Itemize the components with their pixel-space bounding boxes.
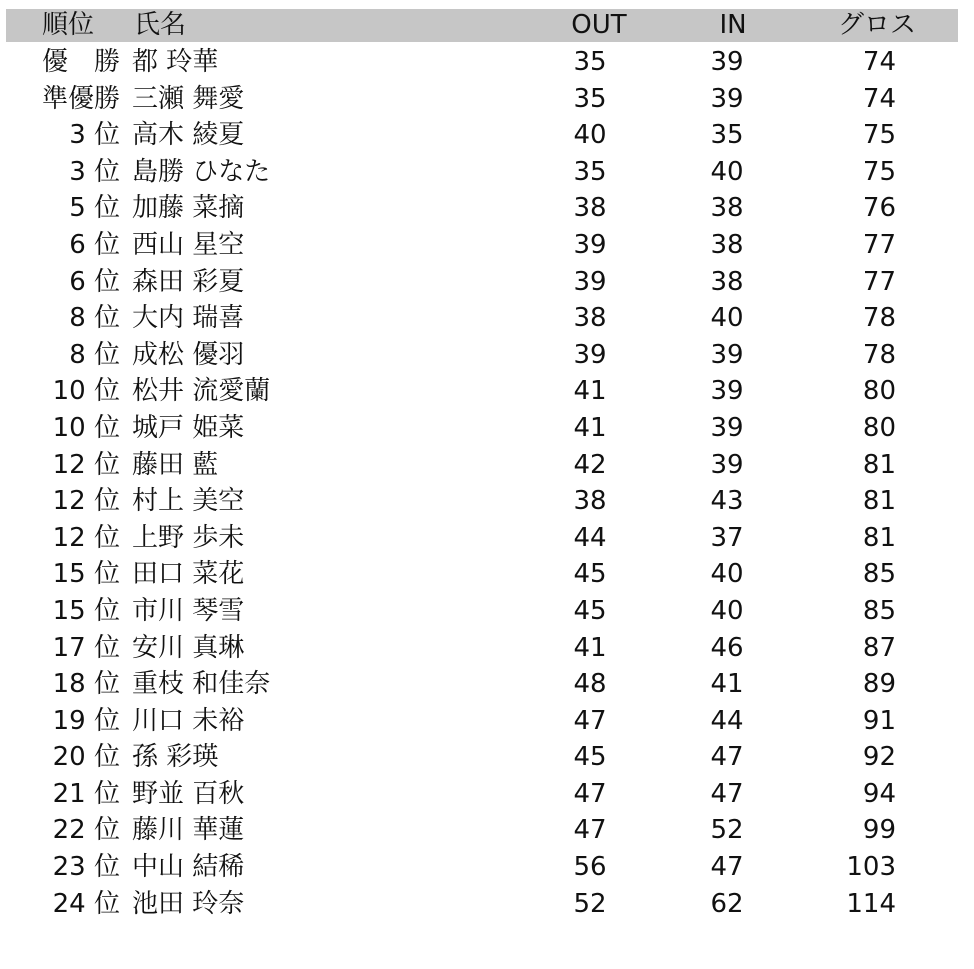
table-header [6,9,958,42]
in-cell: 35 [710,120,744,151]
in-cell: 37 [710,522,744,553]
rank-cell: 18 位 [52,669,120,700]
name-cell: 藤田 藍 [132,449,219,480]
table-row [0,483,974,520]
rank-cell: 8 位 [69,303,120,334]
rank-cell: 23 位 [52,852,120,883]
rank-cell: 20 位 [52,742,120,773]
in-cell: 41 [710,669,744,700]
out-cell: 47 [573,815,607,846]
table-row [0,337,974,374]
gross-cell: 99 [862,815,896,846]
name-cell: 田口 菜花 [132,559,245,590]
rank-cell: 6 位 [69,229,120,260]
table-row [0,703,974,740]
rank-cell: 12 位 [52,522,120,553]
out-cell: 41 [573,376,607,407]
rank-cell: 17 位 [52,632,120,663]
table-row [0,630,974,667]
out-cell: 45 [573,742,607,773]
gross-cell: 85 [862,595,896,626]
gross-cell: 89 [862,669,896,700]
gross-cell: 77 [862,266,896,297]
table-row [0,812,974,849]
out-cell: 48 [573,669,607,700]
name-cell: 高木 綾夏 [132,120,245,151]
gross-cell: 76 [862,193,896,224]
out-cell: 39 [573,339,607,370]
in-cell: 39 [710,339,744,370]
out-cell: 39 [573,229,607,260]
in-cell: 40 [710,303,744,334]
name-cell: 松井 流愛蘭 [132,376,271,407]
table-body [0,44,974,922]
gross-cell: 81 [862,522,896,553]
gross-cell: 94 [862,778,896,809]
table-row [0,666,974,703]
rank-cell: 10 位 [52,412,120,443]
table-row [0,300,974,337]
table-row [0,776,974,813]
name-cell: 藤川 華蓮 [132,815,245,846]
table-row [0,886,974,923]
rank-cell: 24 位 [52,888,120,919]
table-row [0,227,974,264]
table-row [0,849,974,886]
name-cell: 上野 歩未 [132,522,245,553]
out-cell: 45 [573,559,607,590]
table-row [0,593,974,630]
gross-cell: 74 [862,47,896,77]
in-cell: 39 [710,47,744,77]
name-cell: 川口 未裕 [132,705,245,736]
in-cell: 39 [710,449,744,480]
in-cell: 39 [710,376,744,407]
out-cell: 47 [573,705,607,736]
table-row [0,739,974,776]
in-cell: 40 [710,595,744,626]
gross-cell: 92 [862,742,896,773]
out-cell: 44 [573,522,607,553]
in-cell: 52 [710,815,744,846]
gross-cell: 74 [862,83,896,114]
table-row [0,373,974,410]
out-cell: 35 [573,47,607,77]
rank-cell: 準優勝 [41,83,120,114]
gross-cell: 75 [862,120,896,151]
name-cell: 市川 琴雪 [132,595,245,626]
name-cell: 野並 百秋 [132,778,245,809]
rank-cell: 21 位 [52,778,120,809]
rank-cell: 3 位 [69,156,120,187]
in-cell: 46 [710,632,744,663]
gross-cell: 85 [862,559,896,590]
out-cell: 45 [573,595,607,626]
name-cell: 加藤 菜摘 [132,193,245,224]
header-rank: 順位 [42,10,95,40]
name-cell: 島勝 ひなた [132,156,271,187]
name-cell: 池田 玲奈 [132,888,245,919]
name-cell: 城戸 姫菜 [132,412,245,443]
header-out: OUT [571,10,627,40]
out-cell: 42 [573,449,607,480]
rank-cell: 優 勝 [41,47,120,77]
in-cell: 38 [710,229,744,260]
out-cell: 41 [573,632,607,663]
table-row [0,410,974,447]
in-cell: 39 [710,83,744,114]
gross-cell: 78 [862,303,896,334]
rank-cell: 5 位 [69,193,120,224]
out-cell: 56 [573,852,607,883]
name-cell: 都 玲華 [132,47,219,77]
out-cell: 41 [573,412,607,443]
name-cell: 重枝 和佳奈 [132,669,271,700]
out-cell: 47 [573,778,607,809]
name-cell: 中山 結稀 [132,852,245,883]
out-cell: 38 [573,486,607,517]
gross-cell: 80 [862,376,896,407]
table-row [0,264,974,301]
gross-cell: 77 [862,229,896,260]
name-cell: 村上 美空 [132,486,245,517]
in-cell: 47 [710,852,744,883]
name-cell: 西山 星空 [132,229,245,260]
rank-cell: 8 位 [69,339,120,370]
table-row [0,556,974,593]
gross-cell: 81 [862,486,896,517]
gross-cell: 80 [862,412,896,443]
header-gross: グロス [837,10,916,40]
table-row [0,520,974,557]
out-cell: 39 [573,266,607,297]
out-cell: 35 [573,156,607,187]
gross-cell: 103 [846,852,896,883]
table-row [0,117,974,154]
table-row [0,190,974,227]
rank-cell: 12 位 [52,449,120,480]
gross-cell: 81 [862,449,896,480]
table-row [0,44,974,81]
in-cell: 40 [710,559,744,590]
gross-cell: 91 [862,705,896,736]
rank-cell: 6 位 [69,266,120,297]
in-cell: 39 [710,412,744,443]
out-cell: 52 [573,888,607,919]
rank-cell: 12 位 [52,486,120,517]
name-cell: 安川 真琳 [132,632,245,663]
in-cell: 38 [710,193,744,224]
rank-cell: 19 位 [52,705,120,736]
header-in: IN [719,10,747,40]
table-row [0,447,974,484]
in-cell: 44 [710,705,744,736]
name-cell: 三瀬 舞愛 [132,83,245,114]
table-row [0,81,974,118]
in-cell: 38 [710,266,744,297]
out-cell: 40 [573,120,607,151]
gross-cell: 114 [846,888,896,919]
rank-cell: 15 位 [52,595,120,626]
name-cell: 成松 優羽 [132,339,245,370]
in-cell: 62 [710,888,744,919]
rank-cell: 3 位 [69,120,120,151]
rank-cell: 10 位 [52,376,120,407]
name-cell: 大内 瑞喜 [132,303,245,334]
gross-cell: 87 [862,632,896,663]
in-cell: 40 [710,156,744,187]
name-cell: 森田 彩夏 [132,266,245,297]
name-cell: 孫 彩瑛 [132,742,219,773]
gross-cell: 75 [862,156,896,187]
table-row [0,154,974,191]
in-cell: 47 [710,742,744,773]
rank-cell: 22 位 [52,815,120,846]
gross-cell: 78 [862,339,896,370]
out-cell: 35 [573,83,607,114]
header-name: 氏名 [134,10,187,40]
out-cell: 38 [573,303,607,334]
out-cell: 38 [573,193,607,224]
rank-cell: 15 位 [52,559,120,590]
in-cell: 43 [710,486,744,517]
in-cell: 47 [710,778,744,809]
